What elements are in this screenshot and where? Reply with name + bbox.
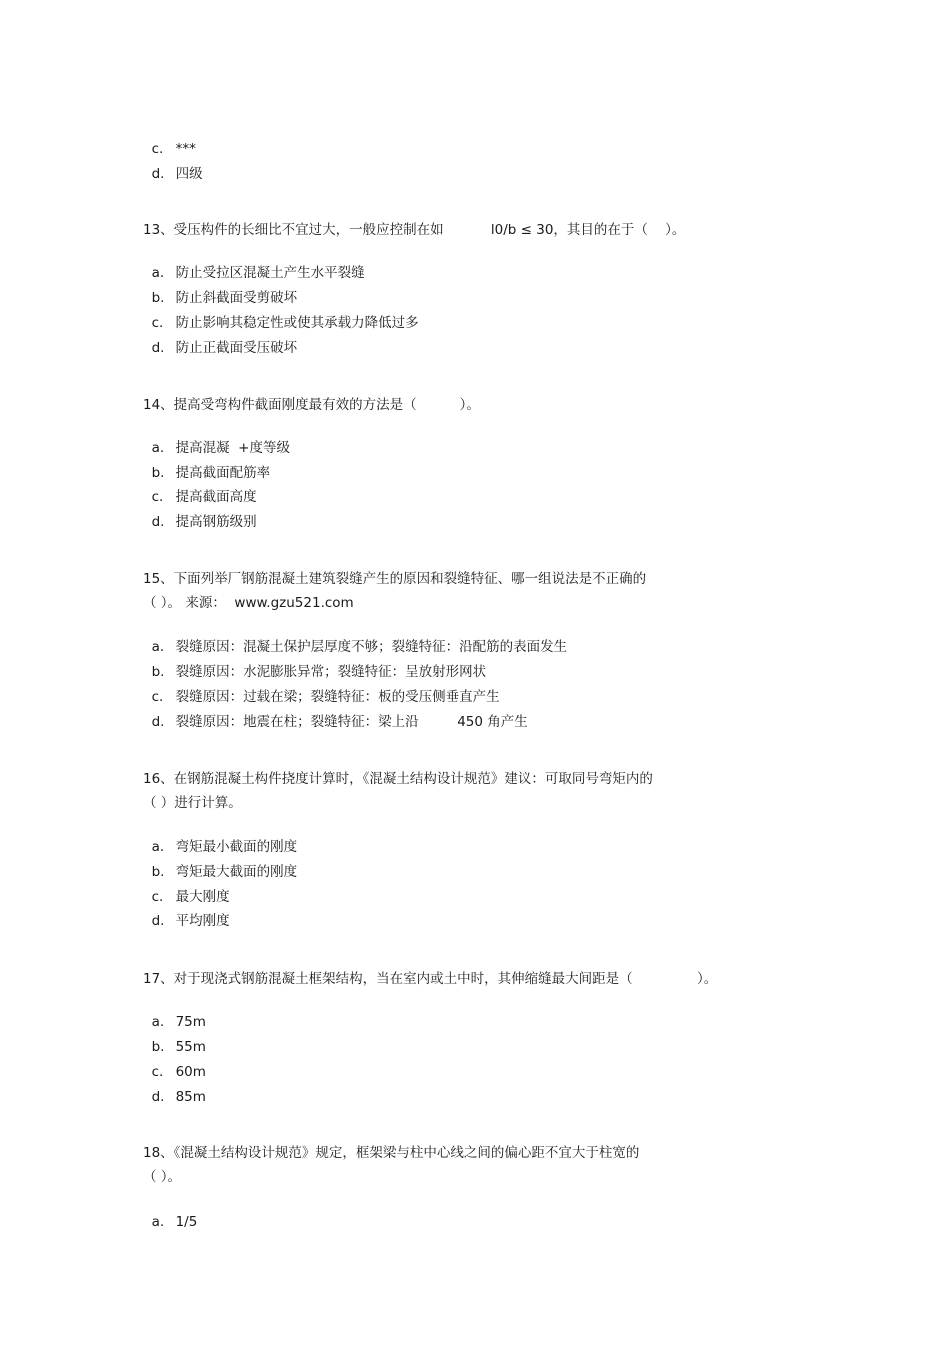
question-15-option-c: c. 裂缝原因：过载在梁；裂缝特征：板的受压侧垂直产生 [151, 689, 500, 705]
question-14-stem: 14、提高受弯构件截面刚度最有效的方法是（ ）。 [143, 397, 480, 413]
question-14-option-b: b. 提高截面配筋率 [151, 465, 271, 481]
question-14-option-c: c. 提高截面高度 [151, 489, 257, 505]
question-16-stem: 16、在钢筋混凝土构件挠度计算时，《混凝土结构设计规范》建议：可取同号弯矩内的 [143, 771, 653, 787]
question-16-option-a: a. 弯矩最小截面的刚度 [151, 839, 298, 855]
option-d: d. 四级 [151, 166, 203, 182]
question-17-option-c: c. 60m [151, 1064, 206, 1080]
question-13-option-b: b. 防止斜截面受剪破坏 [151, 290, 298, 306]
question-15-option-b: b. 裂缝原因：水泥膨胀异常；裂缝特征：呈放射形网状 [151, 664, 487, 680]
question-18-stem-continued: （ ）。 [143, 1169, 182, 1185]
question-13-option-c: c. 防止影响其稳定性或使其承载力降低过多 [151, 315, 419, 331]
question-13-option-a: a. 防止受拉区混凝土产生水平裂缝 [151, 265, 365, 281]
question-18-stem: 18、《混凝土结构设计规范》规定，框架梁与柱中心线之间的偏心距不宜大于柱宽的 [143, 1145, 640, 1161]
question-16-option-b: b. 弯矩最大截面的刚度 [151, 864, 298, 880]
question-17-stem: 17、对于现浇式钢筋混凝土框架结构，当在室内或土中时，其伸缩缝最大间距是（ ）。 [143, 971, 718, 987]
question-14-option-d: d. 提高钢筋级别 [151, 514, 257, 530]
question-15-option-d: d. 裂缝原因：地震在柱；裂缝特征：梁上沿 450 角产生 [151, 714, 528, 730]
question-13-option-d: d. 防止正截面受压破坏 [151, 340, 298, 356]
question-16-stem-continued: （ ）进行计算。 [143, 795, 242, 811]
question-16-option-c: c. 最大刚度 [151, 889, 230, 905]
question-15-stem: 15、下面列举厂钢筋混凝土建筑裂缝产生的原因和裂缝特征、哪一组说法是不正确的 [143, 571, 647, 587]
option-c: c. *** [151, 141, 196, 157]
question-17-option-b: b. 55m [151, 1039, 206, 1055]
question-14-option-a: a. 提高混凝 +度等级 [151, 440, 290, 456]
question-18-option-a: a. 1/5 [151, 1214, 198, 1230]
question-15-stem-continued: （ ）。 来源： www.gzu521.com [143, 595, 354, 611]
question-16-option-d: d. 平均刚度 [151, 913, 230, 929]
question-17-option-a: a. 75m [151, 1014, 206, 1030]
question-17-option-d: d. 85m [151, 1089, 206, 1105]
question-13-stem: 13、受压构件的长细比不宜过大，一般应控制在如 l0/b ≤ 30，其目的在于（ ）。 [143, 222, 686, 238]
question-15-option-a: a. 裂缝原因：混凝土保护层厚度不够；裂缝特征：沿配筋的表面发生 [151, 639, 568, 655]
